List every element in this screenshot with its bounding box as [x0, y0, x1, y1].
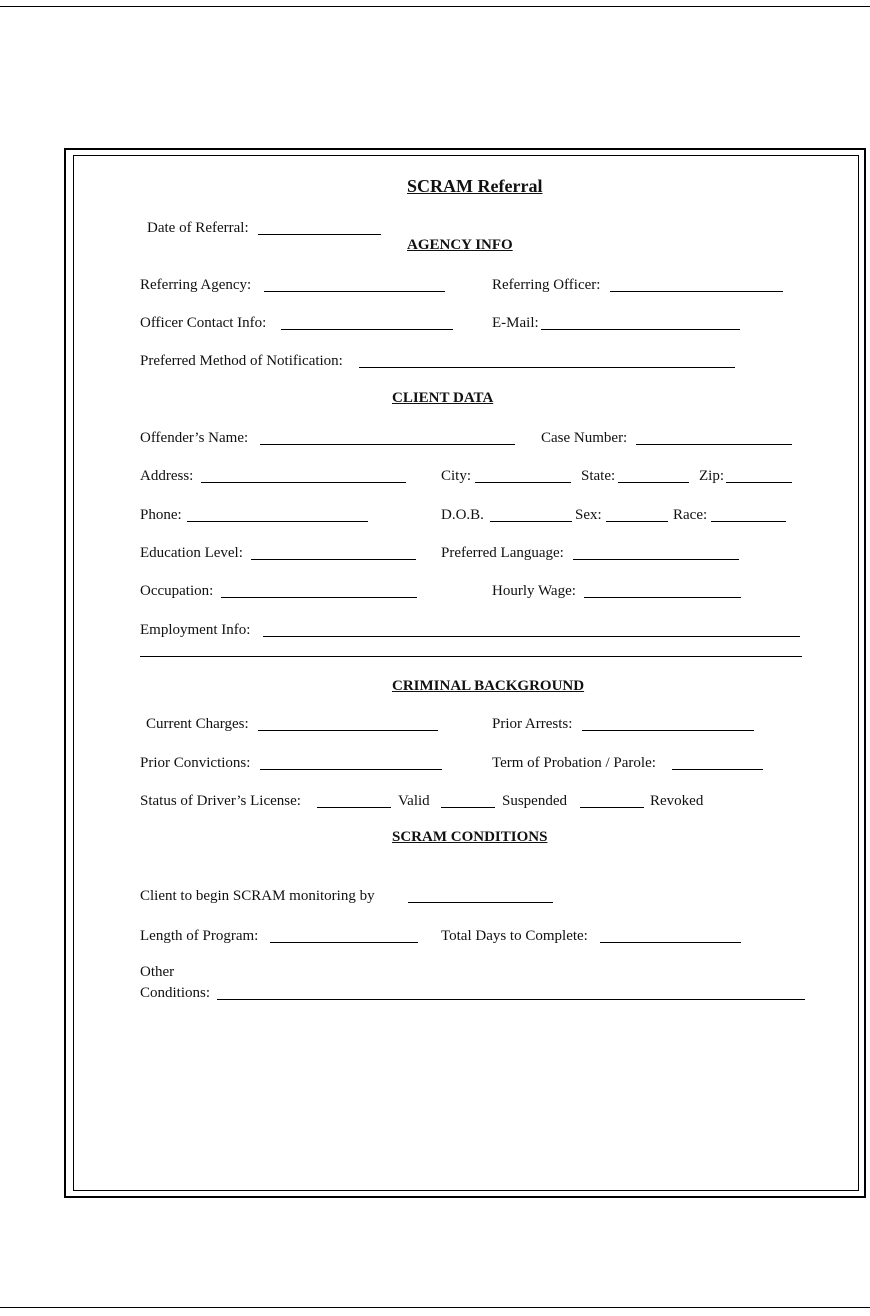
license-status-field[interactable]: [317, 792, 391, 808]
zip-label: Zip:: [699, 468, 724, 484]
hourly-wage-field[interactable]: [584, 582, 741, 598]
notification-method-label: Preferred Method of Notification:: [140, 353, 343, 369]
dob-field[interactable]: [490, 506, 572, 522]
date-of-referral-label: Date of Referral:: [147, 220, 249, 236]
notification-method-field[interactable]: [359, 352, 735, 368]
referring-agency-field[interactable]: [264, 276, 445, 292]
email-label: E-Mail:: [492, 315, 539, 331]
current-charges-field[interactable]: [258, 715, 438, 731]
total-days-label: Total Days to Complete:: [441, 928, 588, 944]
begin-monitoring-field[interactable]: [408, 887, 553, 903]
education-level-label: Education Level:: [140, 545, 243, 561]
referring-officer-label: Referring Officer:: [492, 277, 601, 293]
city-field[interactable]: [475, 467, 571, 483]
race-label: Race:: [673, 507, 708, 523]
offender-name-label: Offender’s Name:: [140, 430, 249, 446]
prior-convictions-label: Prior Convictions:: [140, 755, 251, 771]
conditions-label: Conditions:: [140, 985, 211, 1001]
section-heading-conditions: SCRAM CONDITIONS: [392, 829, 548, 845]
preferred-language-field[interactable]: [573, 544, 739, 560]
prior-convictions-field[interactable]: [260, 754, 442, 770]
page-top-rule: [0, 6, 870, 7]
zip-field[interactable]: [726, 467, 792, 483]
license-valid-field[interactable]: [441, 792, 495, 808]
occupation-label: Occupation:: [140, 583, 214, 599]
case-number-field[interactable]: [636, 429, 792, 445]
license-suspended-label: Suspended: [502, 793, 567, 809]
referring-officer-field[interactable]: [610, 276, 783, 292]
case-number-label: Case Number:: [541, 430, 628, 446]
address-label: Address:: [140, 468, 194, 484]
officer-contact-label: Officer Contact Info:: [140, 315, 267, 331]
other-label: Other: [140, 964, 175, 980]
city-label: City:: [441, 468, 472, 484]
employment-info-field-line2[interactable]: [140, 641, 802, 657]
other-conditions-field[interactable]: [217, 984, 805, 1000]
occupation-field[interactable]: [221, 582, 417, 598]
license-valid-label: Valid: [398, 793, 430, 809]
offender-name-field[interactable]: [260, 429, 515, 445]
section-heading-criminal: CRIMINAL BACKGROUND: [392, 678, 585, 694]
license-revoked-label: Revoked: [650, 793, 704, 809]
address-field[interactable]: [201, 467, 406, 483]
current-charges-label: Current Charges:: [146, 716, 249, 732]
hourly-wage-label: Hourly Wage:: [492, 583, 576, 599]
program-length-label: Length of Program:: [140, 928, 259, 944]
license-suspended-field[interactable]: [580, 792, 644, 808]
dob-label: D.O.B.: [441, 507, 484, 523]
term-probation-field[interactable]: [672, 754, 763, 770]
section-heading-agency: AGENCY INFO: [407, 237, 513, 253]
state-label: State:: [581, 468, 616, 484]
page-bottom-rule: [0, 1307, 870, 1308]
license-status-label: Status of Driver’s License:: [140, 793, 301, 809]
race-field[interactable]: [711, 506, 786, 522]
form-title: SCRAM Referral: [407, 176, 543, 196]
education-level-field[interactable]: [251, 544, 416, 560]
employment-info-label: Employment Info:: [140, 622, 251, 638]
sex-field[interactable]: [606, 506, 668, 522]
term-probation-label: Term of Probation / Parole:: [492, 755, 656, 771]
referring-agency-label: Referring Agency:: [140, 277, 252, 293]
phone-label: Phone:: [140, 507, 182, 523]
form-frame-inner: [73, 155, 859, 1191]
section-heading-client: CLIENT DATA: [392, 390, 494, 406]
email-field[interactable]: [541, 314, 740, 330]
officer-contact-field[interactable]: [281, 314, 453, 330]
begin-monitoring-label: Client to begin SCRAM monitoring by: [140, 888, 375, 904]
state-field[interactable]: [618, 467, 689, 483]
date-of-referral-field[interactable]: [258, 219, 381, 235]
prior-arrests-label: Prior Arrests:: [492, 716, 573, 732]
prior-arrests-field[interactable]: [582, 715, 754, 731]
program-length-field[interactable]: [270, 927, 418, 943]
phone-field[interactable]: [187, 506, 368, 522]
preferred-language-label: Preferred Language:: [441, 545, 564, 561]
employment-info-field[interactable]: [263, 621, 800, 637]
sex-label: Sex:: [575, 507, 602, 523]
total-days-field[interactable]: [600, 927, 741, 943]
